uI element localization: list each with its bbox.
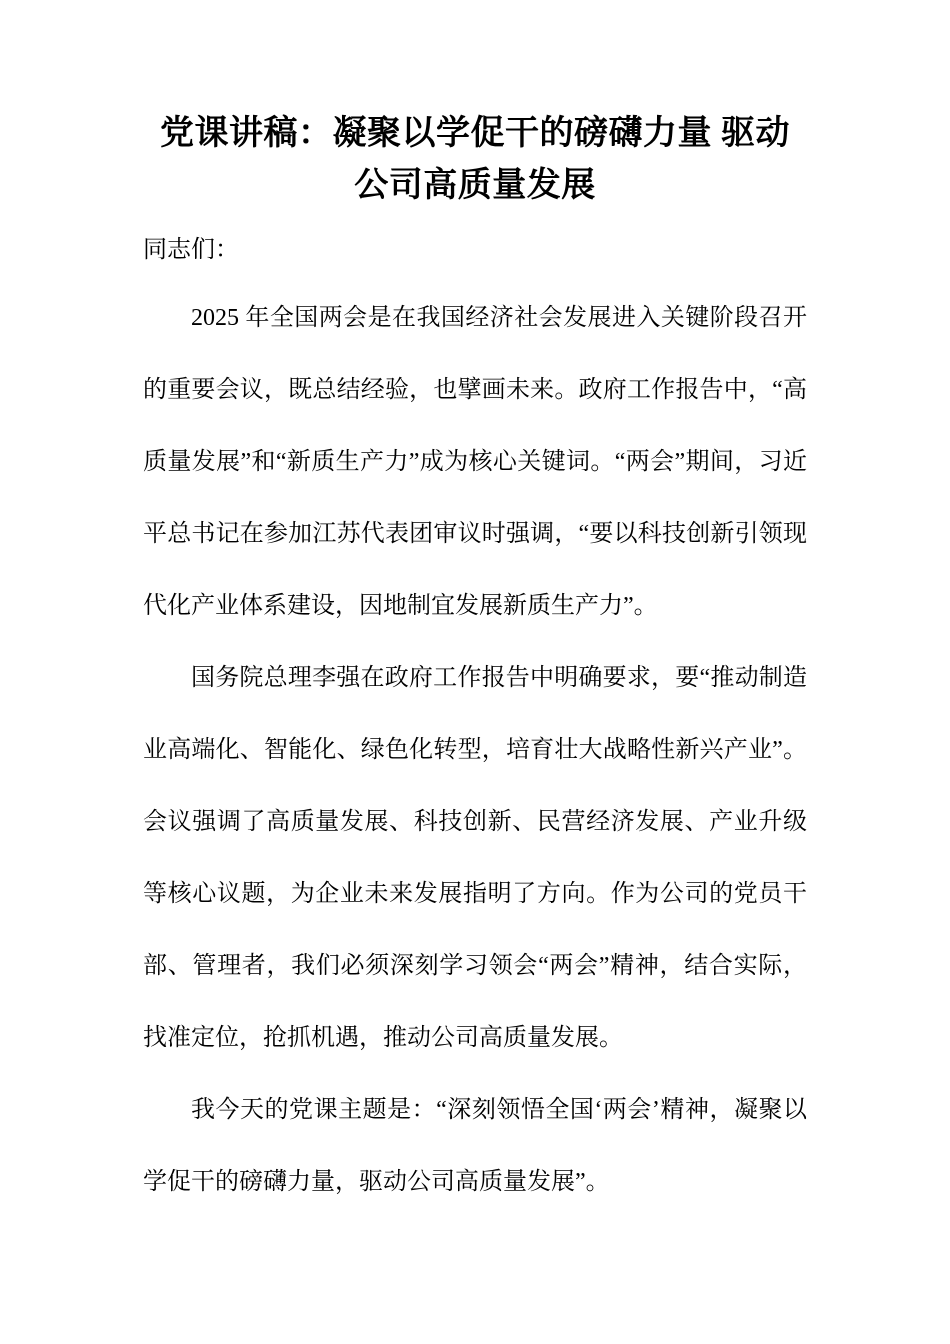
body-paragraph-1: 2025 年全国两会是在我国经济社会发展进入关键阶段召开的重要会议，既总结经验，也擘画未来。政府工作报告中，“高质量发展”和“新质生产力”成为核心关键词。“两会”期间，习近平总书记在参加江苏代表团审议时强调，“要以科技创新引领现代化产业体系建设，因地制宜发展新质生产力”。 bbox=[143, 305, 807, 619]
body-paragraph-2: 国务院总理李强在政府工作报告中明确要求，要“推动制造业高端化、智能化、绿色化转型，培育壮大战略性新兴产业”。会议强调了高质量发展、科技创新、民营经济发展、产业升级等核心议题，为企业未来发展指明了方向。作为公司的党员干部、管理者，我们必须深刻学习领会“两会”精神，结合实际，找准定位，抢抓机遇，推动公司高质量发展。 bbox=[143, 665, 807, 1051]
body-paragraph-3: 我今天的党课主题是：“深刻领悟全国‘两会’精神，凝聚以学促干的磅礴力量，驱动公司高质量发展”。 bbox=[143, 1097, 807, 1195]
document-title: 党课讲稿：凝聚以学促干的磅礴力量 驱动公司高质量发展 bbox=[160, 115, 790, 204]
salutation-line: 同志们： bbox=[143, 237, 239, 263]
